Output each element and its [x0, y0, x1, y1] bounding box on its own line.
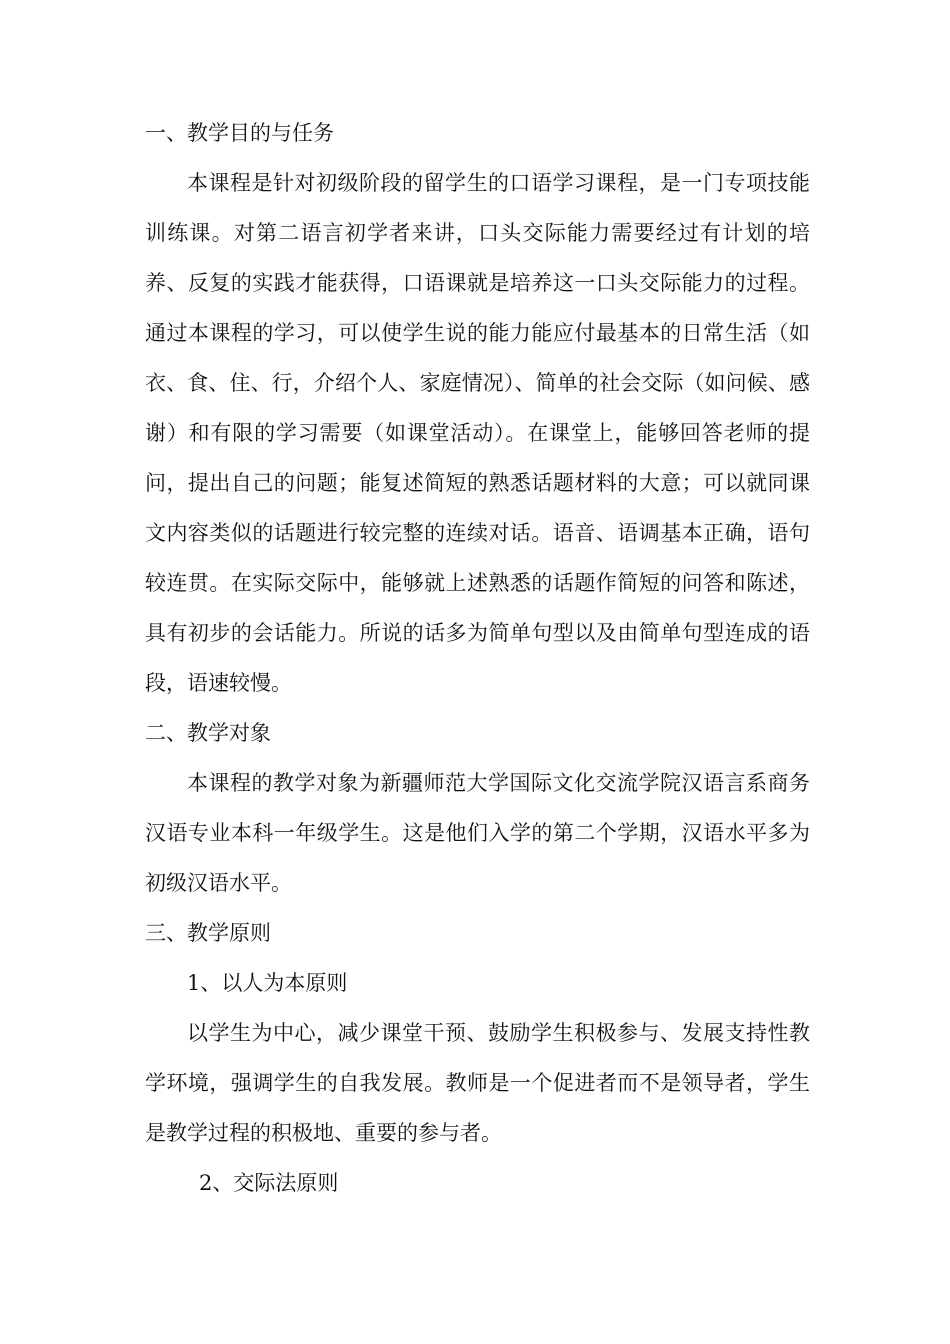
section-heading-principles: 三、教学原则: [145, 921, 271, 945]
section-paragraph-audience: 本课程的教学对象为新疆师范大学国际文化交流学院汉语言系商务汉语专业本科一年级学生。这是他们入学的第二个学期，汉语水平多为初级汉语水平。: [145, 771, 810, 895]
principle-title-people-oriented: 1、以人为本原则: [187, 971, 348, 995]
principle-paragraph-people-oriented: 以学生为中心，减少课堂干预、鼓励学生积极参与、发展支持性教学环境，强调学生的自我发展。教师是一个促进者而不是领导者，学生是教学过程的积极地、重要的参与者。: [145, 1021, 810, 1145]
section-paragraph-goals: 本课程是针对初级阶段的留学生的口语学习课程，是一门专项技能训练课。对第二语言初学者来讲，口头交际能力需要经过有计划的培养、反复的实践才能获得，口语课就是培养这一口头交际能力的过程。通过本课程的学习，可以使学生说的能力能应付最基本的日常生活（如衣、食、住、行，介绍个人、家庭情况）、简单的社会交际（如问候、感谢）和有限的学习需要（如课堂活动）。在课堂上，能够回答老师的提问，提出自己的问题；能复述简短的熟悉话题材料的大意；可以就同课文内容类似的话题进行较完整的连续对话。语音、语调基本正确，语句较连贯。在实际交际中，能够就上述熟悉的话题作简短的问答和陈述，具有初步的会话能力。所说的话多为简单句型以及由简单句型连成的语段，语速较慢。: [145, 171, 810, 695]
document-page: [145, 108, 810, 1208]
section-heading-goals: 一、教学目的与任务: [145, 121, 334, 145]
section-heading-audience: 二、教学对象: [145, 721, 271, 745]
principle-title-communicative: 2、交际法原则: [199, 1171, 339, 1195]
